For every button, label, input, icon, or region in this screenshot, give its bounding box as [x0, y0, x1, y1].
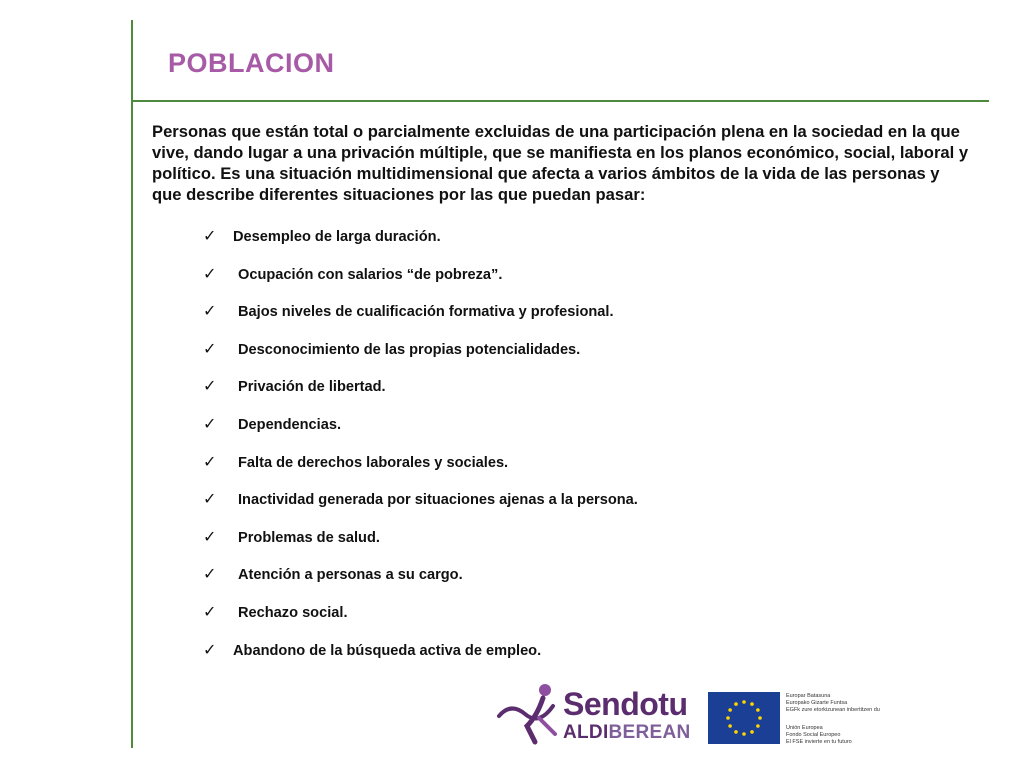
list-item-text: Abandono de la búsqueda activa de empleo. — [233, 642, 542, 659]
sendotu-figure-icon — [497, 682, 561, 746]
list-item — [203, 452, 638, 490]
list-item-text: Dependencias. — [238, 416, 342, 433]
intro-paragraph: Personas que están total o parcialmente excluidas de una participación plena en la sociedad en la que vive, dando lugar a una privación múltiple, que se manifiesta en los planos económico, social, laboral y político. Es una situación multidimensional que afecta a varios ámbitos de la vida de las personas y que describe diferentes situaciones por las que puedan pasar: — [152, 122, 969, 204]
list-item — [203, 264, 638, 302]
check-mark-icon: ✓ — [203, 489, 217, 509]
list-item — [203, 301, 638, 339]
check-mark-icon: ✓ — [203, 413, 217, 433]
list-item-text: Desempleo de larga duración. — [233, 229, 441, 245]
eu-caption-line: Fondo Social Europeo — [786, 732, 841, 738]
list-item — [203, 339, 638, 377]
check-mark-icon: ✓ — [203, 226, 217, 245]
check-mark-icon: ✓ — [203, 564, 217, 584]
sendotu-wordmark: Sendotu — [563, 686, 688, 722]
eu-fund-caption — [786, 693, 886, 746]
check-mark-icon: ✓ — [203, 451, 217, 471]
aldiberean-wordmark — [563, 722, 691, 744]
slide-title: POBLACION — [168, 48, 335, 78]
list-item-text: Atención a personas a su cargo. — [238, 567, 463, 584]
berean-text: BEREAN — [608, 722, 691, 743]
eu-caption-line: El FSE invierte en tu futuro — [786, 739, 852, 745]
list-item-text: Problemas de salud. — [238, 529, 380, 546]
check-mark-icon: ✓ — [203, 639, 217, 659]
list-item — [203, 489, 638, 527]
list-item — [203, 376, 638, 414]
list-item — [203, 226, 638, 264]
list-item-text: Desconocimiento de las propias potencialidades. — [238, 341, 581, 358]
check-mark-icon: ✓ — [203, 601, 217, 621]
horizontal-rule — [133, 100, 989, 102]
aldi-text: ALDI — [563, 722, 609, 743]
vertical-rule — [131, 20, 133, 748]
check-mark-icon: ✓ — [203, 376, 217, 396]
eu-flag-icon — [708, 692, 780, 744]
list-item-text: Rechazo social. — [238, 604, 348, 621]
check-mark-icon: ✓ — [203, 263, 217, 283]
eu-caption-line: EGFk zure etorkizunean inbertitzen du — [786, 707, 880, 713]
eu-caption-line: Unión Europea — [786, 725, 823, 731]
list-item-text: Ocupación con salarios “de pobreza”. — [238, 266, 503, 283]
eu-caption-line: Europar Batasuna — [786, 693, 831, 699]
check-mark-icon: ✓ — [203, 301, 217, 321]
list-item-text: Privación de libertad. — [238, 379, 386, 396]
list-item — [203, 414, 638, 452]
sendotu-logo — [497, 682, 697, 748]
list-item — [203, 602, 638, 640]
list-item-text: Falta de derechos laborales y sociales. — [238, 454, 509, 471]
eu-caption-line: Europako Gizarte Funtsa — [786, 700, 848, 706]
list-item-text: Inactividad generada por situaciones ajenas a la persona. — [238, 492, 638, 509]
list-item-text: Bajos niveles de cualificación formativa y profesional. — [238, 304, 614, 321]
list-item — [203, 640, 638, 678]
list-item — [203, 527, 638, 565]
check-mark-icon: ✓ — [203, 526, 217, 546]
list-item — [203, 564, 638, 602]
check-mark-icon: ✓ — [203, 338, 217, 358]
bullet-list — [203, 226, 638, 677]
